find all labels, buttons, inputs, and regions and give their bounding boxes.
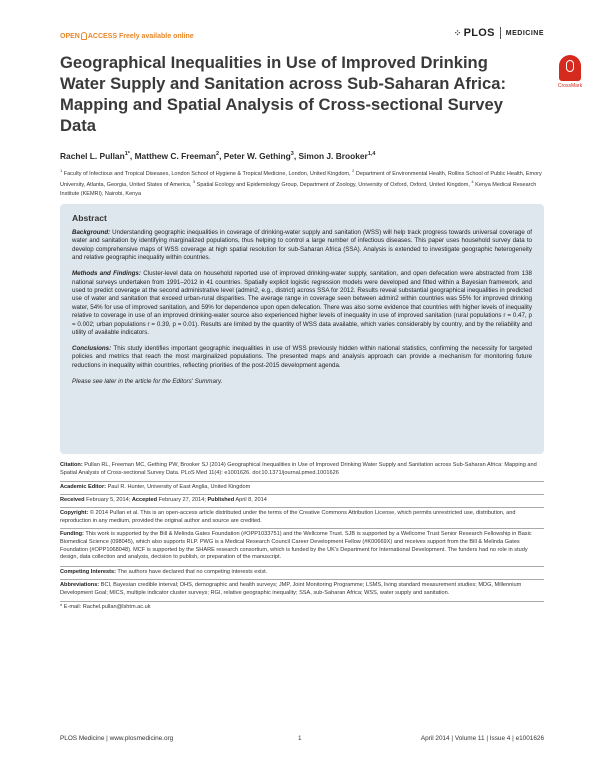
affiliations <box>60 167 550 199</box>
affiliation: $^1$ Faculty of Infectious and Tropical Diseases, London School of Hygiene & Tropical Medicine, London, United Kingdom, <box>60 168 351 177</box>
abstract-heading: Abstract <box>72 213 107 223</box>
divider <box>60 579 544 580</box>
article-title: Geographical Inequalities in Use of Improved Drinking Water Supply and Sanitation across Sub-Saharan Africa: Mapping and Spatial Analysis of Cross-sectional Survey Data <box>60 53 506 135</box>
copyright: Copyright: © 2014 Pullan et al. This is an open-access article distributed under the terms of the Creative Commons Attribution License, which permits unrestricted use, distribution, and reproduction in any medium, provided the original author and source are credited. <box>60 510 516 524</box>
corresponding-email[interactable]: * E-mail: Rachel.pullan@lshtm.ac.uk <box>60 604 151 610</box>
journal-brand <box>454 27 544 39</box>
divider <box>60 494 544 495</box>
access-label: ACCESS <box>87 33 118 40</box>
footer-issue-info: April 2014 | Volume 11 | Issue 4 | e1001626 <box>420 735 544 742</box>
affiliation: $^4$ Kenya Medical Research Institute (KEMRI), Nairobi, Kenya <box>60 179 537 198</box>
plos-dots-icon: ⁘ <box>453 28 462 38</box>
affiliation: $^2$ Department of Environmental Health, Rollins School of Public Health, Emory University, Atlanta, Georgia, United States of America, <box>60 168 542 189</box>
plos-logo: ⁘ PLOS <box>453 27 495 39</box>
abbreviations: Abbreviations: BCI, Bayesian credible interval; DHS, demographic and health surveys; JMP, Joint Monitoring Programme; LSMS, living standard measurement studies; MDG, Millennium Development Goal; MICS, multiple indicator cluster surveys; RGI, relative geographic inequality; SSA, sub-Saharan Africa; WSS, water supply and sanitation. <box>60 582 522 596</box>
abstract-box <box>60 204 544 454</box>
citation: Citation: Pullan RL, Freeman MC, Gething PW, Brooker SJ (2014) Geographical Inequalities in Use of Improved Drinking Water Supply and Sanitation across Sub-Saharan Africa: Mapping and Spatial Analysis of Cross-sectional Survey Data. PLoS Med 11(4): e1001626. doi:10.1371/journal.pmed.1001626 <box>60 462 537 476</box>
brand-divider <box>500 27 501 39</box>
author-list: Rachel L. Pullan$^{1*}$, Matthew C. Freeman$^2$, Peter W. Gething$^3$, Simon J. Brooker$^{1,4}$ <box>60 151 376 161</box>
competing-interests: Competing Interests: The authors have declared that no competing interests exist. <box>60 569 268 575</box>
journal-name: MEDICINE <box>505 29 544 37</box>
author[interactable]: Peter W. Gething$^3$ <box>223 151 294 161</box>
crossmark-badge[interactable] <box>555 55 585 89</box>
abstract-background: Background: Understanding geographic inequalities in coverage of drinking-water supply and sanitation (WSS) will help track progress towards universal coverage of water and sanitation by identifying marginalized populations, thus helping to control a large number of infectious diseases. This paper uses household survey data to develop comprehensive maps of WSS coverage at high spatial resolution for sub-Saharan Africa (SSA). Analysis is extended to investigate geographic heterogeneity and relative geographic inequality within countries. <box>72 229 532 262</box>
footer-journal-url[interactable]: PLOS Medicine | www.plosmedicine.org <box>60 735 174 742</box>
divider <box>60 601 544 602</box>
divider <box>60 528 544 529</box>
page-number: 1 <box>298 735 302 742</box>
abstract-conclusions: Conclusions: This study identifies important geographic inequalities in use of WSS previously hidden within national statistics, confirming the necessity for targeted policies and metrics that reach the most marginalized populations. The presented maps and analysis approach can provide a mechanism for monitoring future reductions in inequality within countries, reflecting priorities of the post-2015 development agenda. <box>72 344 533 369</box>
affiliation: $^3$ Spatial Ecology and Epidemiology Group, Department of Zoology, University of Oxford, Oxford, United Kingdom, <box>192 179 470 189</box>
crossmark-label: CrossMark <box>557 83 583 89</box>
academic-editor: Academic Editor: Paul R. Hunter, University of East Anglia, United Kingdom <box>60 484 251 490</box>
open-label: OPEN <box>60 33 80 40</box>
author[interactable]: Rachel L. Pullan$^{1*}$ <box>60 151 130 161</box>
article-dates: Received February 5, 2014; Accepted February 27, 2014; Published April 8, 2014 <box>60 497 267 503</box>
divider <box>60 507 544 508</box>
funding: Funding: This work is supported by the Bill & Melinda Gates Foundation (#OPP1033751) and the Wellcome Trust. SJB is supported by a Wellcome Trust Senior Research Fellowship in Basic Biomedical Science (098045), which also supports RLP. PWG is a Medical Research Council Career Development Fellow (#K00669X) and receives support from the Bill & Melinda Gates Foundation (#OPP1068048). MCF is supported by the SHARE research consortium, which is funded by the UK's Department for International Development. The funders had no role in study design, data collection and analysis, decision to publish, or preparation of the manuscript. <box>60 531 532 561</box>
divider <box>60 566 544 567</box>
editors-summary-note: Please see later in the article for the Editors' Summary. <box>72 377 223 385</box>
open-access-lock-icon <box>81 32 87 40</box>
crossmark-icon <box>559 55 581 81</box>
page-footer <box>60 735 544 742</box>
author[interactable]: Simon J. Brooker$^{1,4}$ <box>298 151 376 161</box>
author[interactable]: Matthew C. Freeman$^2$ <box>134 151 220 161</box>
abstract-methods: Methods and Findings: Cluster-level data on household reported use of improved drinking-water supply, sanitation, and open defecation were abstracted from 138 national surveys undertaken from 1991–2012 in 41 countries. Spatially explicit logistic regression models were developed and fitted within a Bayesian framework, and used to predict coverage at the second administrative level (admin2, e.g., district) across SSA for 2012. Results reveal substantial geographical inequalities in predicted use of water and sanitation that exceed urban-rural disparities. The average range in coverage seen between admin2 within countries was 55% for improved drinking water, 54% for use of improved sanitation, and 59% for dependence upon open defecation. There was also some evidence that countries with higher levels of inequality relative to coverage in use of an improved drinking-water source also experienced higher levels of inequality in use of improved sanitation (rural populations r = 0.47, p = 0.002; urban populations r = 0.39, p = 0.01). Results are limited by the quantity of WSS data available, which varies considerably by country, and by the reliability and utility of available indicators. <box>72 270 532 336</box>
open-access-banner <box>60 32 194 40</box>
freely-available-label: Freely available online <box>118 33 194 40</box>
divider <box>60 481 544 482</box>
